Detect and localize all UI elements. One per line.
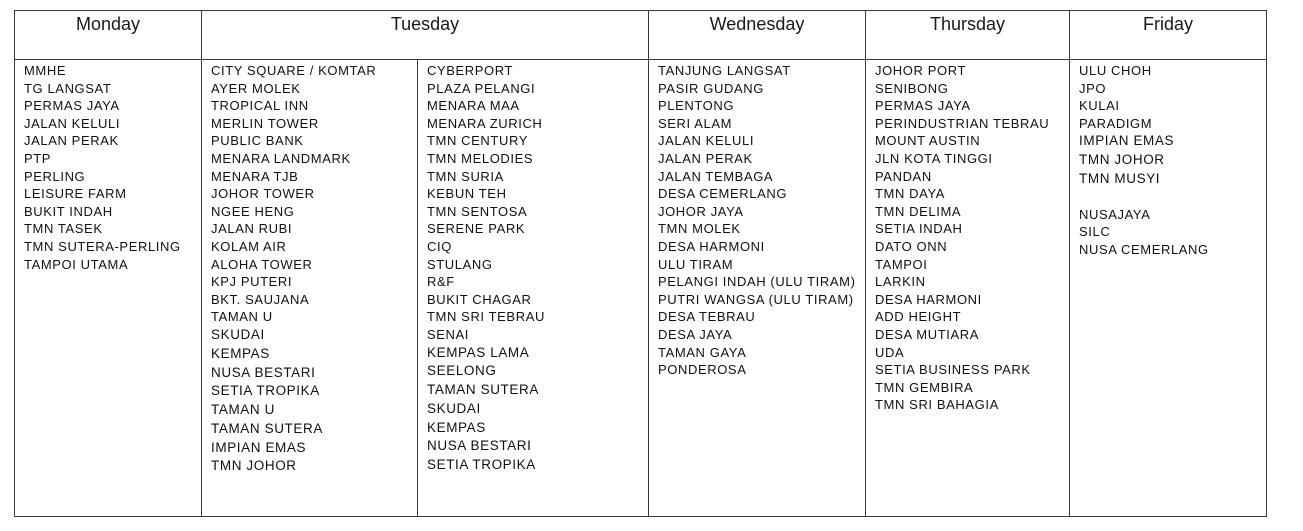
tuesday-list-right: [427, 62, 639, 475]
location-item: SERI ALAM: [658, 115, 733, 131]
location-item: TG LANGSAT: [24, 80, 112, 96]
location-item: TAMAN GAYA: [658, 344, 747, 360]
location-item: TAMAN U: [211, 309, 273, 325]
location-item: DESA HARMONI: [658, 238, 765, 254]
location-item: PUTRI WANGSA (ULU TIRAM): [658, 291, 854, 307]
location-item: TMN SENTOSA: [427, 203, 528, 219]
wednesday-cell: [649, 60, 866, 517]
location-item: MENARA LANDMARK: [211, 150, 351, 166]
location-item: JALAN PERAK: [24, 133, 119, 149]
friday-list: [1079, 62, 1257, 259]
location-item: DESA JAYA: [658, 326, 733, 342]
location-item: STULANG: [427, 256, 493, 272]
location-item: TMN TASEK: [24, 221, 103, 237]
location-item: ALOHA TOWER: [211, 256, 313, 272]
location-item: KEMPAS LAMA: [427, 344, 530, 360]
location-item: JLN KOTA TINGGI: [875, 150, 993, 166]
location-item: MENARA MAA: [427, 98, 520, 114]
location-item: JALAN TEMBAGA: [658, 168, 774, 184]
location-item: CYBERPORT: [427, 63, 514, 78]
location-item: JOHOR TOWER: [211, 186, 315, 202]
location-item: PTP: [24, 150, 52, 166]
location-item: AYER MOLEK: [211, 80, 301, 96]
location-item: BUKIT INDAH: [24, 203, 113, 219]
location-item: TROPICAL INN: [211, 98, 309, 114]
delivery-schedule-table: [14, 10, 1266, 517]
location-item: R&F: [427, 274, 455, 290]
header-tuesday: Tuesday: [202, 11, 649, 60]
monday-list: [24, 62, 192, 273]
location-item: NUSA CEMERLANG: [1079, 241, 1209, 257]
location-item: SETIA TROPIKA: [211, 383, 320, 399]
location-item: TAMAN SUTERA: [211, 420, 323, 436]
location-item: UDA: [875, 344, 905, 360]
location-item: TMN JOHOR: [211, 458, 297, 474]
tuesday-cell-left: [202, 60, 418, 517]
location-item: PONDEROSA: [658, 362, 747, 378]
location-item: PERLING: [24, 168, 86, 184]
location-item: TMN MELODIES: [427, 150, 534, 166]
location-item: SKUDAI: [211, 326, 265, 342]
location-item: PERMAS JAYA: [875, 98, 971, 114]
location-item: TAMPOI: [875, 256, 928, 272]
location-item: PUBLIC BANK: [211, 133, 304, 149]
location-item: JALAN KELULI: [24, 115, 121, 131]
location-item: LEISURE FARM: [24, 186, 127, 202]
location-item: MENARA TJB: [211, 168, 299, 184]
location-item: JOHOR JAYA: [658, 203, 744, 219]
location-item: NUSAJAYA: [1079, 206, 1151, 222]
location-item: PERINDUSTRIAN TEBRAU: [875, 115, 1050, 131]
location-item: TMN SURIA: [427, 168, 504, 184]
location-item: JOHOR PORT: [875, 63, 966, 78]
location-item: SETIA TROPIKA: [427, 457, 536, 473]
location-item: NUSA BESTARI: [211, 364, 316, 380]
location-item: PELANGI INDAH (ULU TIRAM): [658, 274, 856, 290]
location-item: MOUNT AUSTIN: [875, 133, 981, 149]
location-item: BKT. SAUJANA: [211, 291, 310, 307]
location-item: CITY SQUARE / KOMTAR: [211, 63, 377, 78]
location-item: TMN DAYA: [875, 186, 946, 202]
location-item: SEELONG: [427, 363, 497, 379]
location-item: TAMAN U: [211, 402, 275, 418]
location-item: PLAZA PELANGI: [427, 80, 536, 96]
location-item: KEMPAS: [211, 345, 270, 361]
location-item: PANDAN: [875, 168, 932, 184]
location-item: DESA CEMERLANG: [658, 186, 788, 202]
location-item: SKUDAI: [427, 400, 481, 416]
location-item: TMN SRI TEBRAU: [427, 309, 545, 325]
location-item: NUSA BESTARI: [427, 438, 532, 454]
location-item: DATO ONN: [875, 238, 948, 254]
location-item: TMN SRI BAHAGIA: [875, 397, 999, 413]
location-item: MENARA ZURICH: [427, 115, 543, 131]
location-item: CIQ: [427, 238, 452, 254]
header-monday: Monday: [15, 11, 202, 60]
location-item: JALAN RUBI: [211, 221, 293, 237]
location-item: JALAN KELULI: [658, 133, 755, 149]
location-item: SERENE PARK: [427, 221, 526, 237]
location-item: TAMAN SUTERA: [427, 382, 539, 398]
location-item: BUKIT CHAGAR: [427, 291, 532, 307]
location-item: ADD HEIGHT: [875, 309, 962, 325]
header-friday: Friday: [1070, 11, 1267, 60]
location-item: PARADIGM: [1079, 115, 1153, 131]
location-item: JALAN PERAK: [658, 150, 753, 166]
location-item: DESA TEBRAU: [658, 309, 756, 325]
location-item: ULU CHOH: [1079, 63, 1152, 78]
location-item: KEMPAS: [427, 419, 486, 435]
location-item: DESA MUTIARA: [875, 326, 979, 342]
location-item: SILC: [1079, 224, 1111, 240]
location-item: KULAI: [1079, 98, 1120, 114]
monday-cell: [15, 60, 202, 517]
location-item: LARKIN: [875, 274, 926, 290]
location-item: TMN SUTERA-PERLING: [24, 238, 181, 254]
location-item: SETIA BUSINESS PARK: [875, 362, 1031, 378]
thursday-list: [875, 62, 1060, 414]
location-item: SENIBONG: [875, 80, 949, 96]
location-item: SETIA INDAH: [875, 221, 963, 237]
tuesday-list-left: [211, 62, 408, 476]
thursday-cell: [866, 60, 1070, 517]
location-item: KPJ PUTERI: [211, 274, 293, 290]
location-item: ULU TIRAM: [658, 256, 734, 272]
location-item: TMN CENTURY: [427, 133, 528, 149]
location-item: MMHE: [24, 63, 67, 78]
location-item: PLENTONG: [658, 98, 735, 114]
header-thursday: Thursday: [866, 11, 1070, 60]
friday-cell: [1070, 60, 1267, 517]
location-item: DESA HARMONI: [875, 291, 982, 307]
location-item: KOLAM AIR: [211, 238, 287, 254]
location-item: IMPIAN EMAS: [211, 439, 307, 455]
location-item: IMPIAN EMAS: [1079, 133, 1175, 149]
location-item: KEBUN TEH: [427, 186, 507, 202]
tuesday-cell-right: [418, 60, 649, 517]
header-wednesday: Wednesday: [649, 11, 866, 60]
location-item: PERMAS JAYA: [24, 98, 120, 114]
location-item: PASIR GUDANG: [658, 80, 764, 96]
location-item: TAMPOI UTAMA: [24, 256, 129, 272]
location-item: TMN GEMBIRA: [875, 379, 974, 395]
location-item: NGEE HENG: [211, 203, 295, 219]
location-item: TANJUNG LANGSAT: [658, 63, 791, 78]
location-item: MERLIN TOWER: [211, 115, 319, 131]
location-item: TMN MOLEK: [658, 221, 741, 237]
location-item: SENAI: [427, 326, 470, 342]
location-item: JPO: [1079, 80, 1107, 96]
location-item: TMN JOHOR: [1079, 152, 1165, 168]
location-item: TMN DELIMA: [875, 203, 962, 219]
wednesday-list: [658, 62, 856, 379]
location-item: TMN MUSYI: [1079, 170, 1161, 186]
